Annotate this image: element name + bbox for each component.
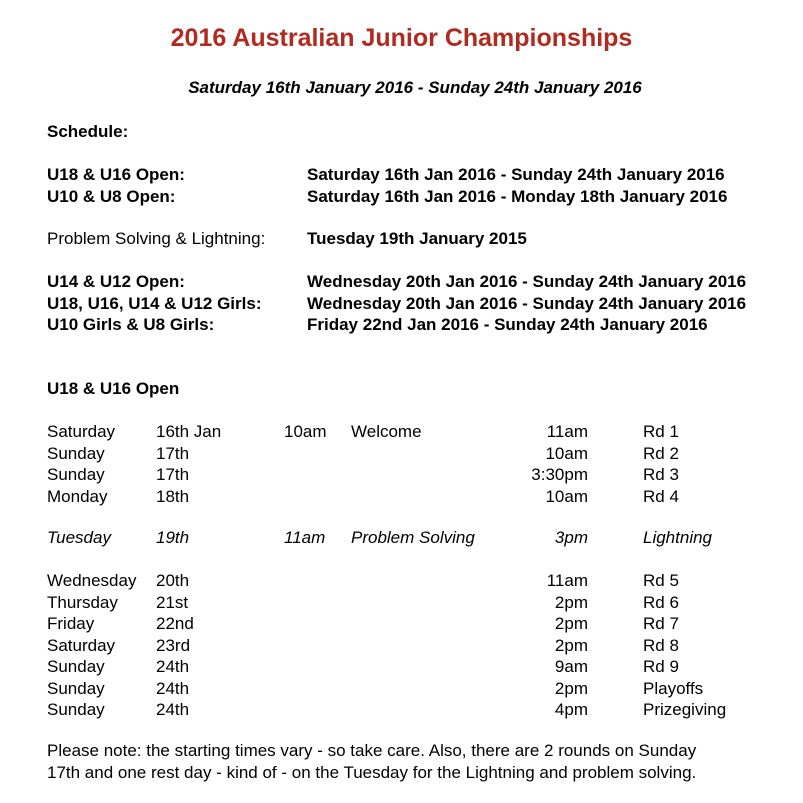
time-cell: 4pm — [554, 700, 588, 719]
day-cell: Saturday — [47, 635, 116, 655]
time-cell: 2pm — [554, 592, 588, 612]
day-cell: Saturday — [47, 422, 116, 441]
round-cell: Rd 1 — [643, 422, 679, 441]
time-cell: 11am — [546, 571, 588, 590]
date-cell: 18th — [156, 486, 190, 506]
time-cell: 2pm — [554, 635, 588, 655]
schedule-value: Saturday 16th Jan 2016 - Monday 18th January 2016 — [307, 186, 728, 206]
schedule-value: Wednesday 20th Jan 2016 - Sunday 24th January 2016 — [307, 293, 747, 313]
schedule-label: U10 Girls & U8 Girls: — [47, 315, 215, 334]
date-cell: 17th — [156, 465, 190, 484]
event-cell: Welcome — [351, 422, 422, 441]
schedule-label: U18 & U16 Open: — [47, 165, 185, 184]
date-cell: 17th — [156, 443, 190, 463]
page-title: 2016 Australian Junior Championships — [170, 24, 633, 52]
date-cell: 21st — [156, 592, 189, 612]
time-cell: 11am — [284, 528, 326, 547]
time-cell: 2pm — [554, 614, 588, 633]
date-cell: 22nd — [156, 614, 194, 633]
day-cell: Sunday — [47, 443, 105, 463]
time-cell: 10am — [545, 443, 588, 463]
page-subtitle: Saturday 16th January 2016 - Sunday 24th January 2016 — [188, 78, 642, 97]
day-cell: Monday — [47, 486, 108, 506]
day-cell: Sunday — [47, 465, 105, 484]
round-cell: Rd 6 — [643, 592, 679, 612]
time-cell: 11am — [546, 422, 588, 441]
round-cell: Rd 8 — [643, 635, 679, 655]
date-cell: 16th Jan — [156, 422, 222, 441]
note-line: 17th and one rest day - kind of - on the Tuesday for the Lightning and problem solving. — [47, 763, 697, 782]
schedule-value: Friday 22nd Jan 2016 - Sunday 24th January 2016 — [307, 315, 708, 334]
day-cell: Tuesday — [47, 528, 111, 547]
schedule-label: U18, U16, U14 & U12 Girls: — [47, 293, 262, 313]
time-cell: 10am — [284, 422, 327, 441]
schedule-value: Saturday 16th Jan 2016 - Sunday 24th January 2016 — [307, 165, 725, 184]
note-paragraph — [47, 740, 787, 784]
schedule-value: Wednesday 20th Jan 2016 - Sunday 24th January 2016 — [307, 272, 747, 291]
event-cell: Problem Solving — [351, 528, 475, 547]
time-cell: 2pm — [554, 678, 588, 698]
round-cell: Playoffs — [643, 678, 704, 698]
round-cell: Rd 9 — [643, 657, 679, 676]
section-heading: U18 & U16 Open — [47, 379, 180, 398]
schedule-label: U10 & U8 Open: — [47, 186, 176, 206]
day-cell: Sunday — [47, 657, 105, 676]
round-cell: Lightning — [643, 528, 713, 547]
note-line: Please note: the starting times vary - so take care. Also, there are 2 rounds on Sunday — [47, 741, 697, 760]
time-cell: 9am — [554, 657, 588, 676]
schedule-value: Tuesday 19th January 2015 — [307, 229, 527, 248]
date-cell: 23rd — [156, 635, 191, 655]
round-cell: Rd 4 — [643, 486, 679, 506]
day-cell: Sunday — [47, 678, 105, 698]
round-cell: Prizegiving — [643, 700, 727, 719]
day-cell: Friday — [47, 614, 95, 633]
round-cell: Rd 3 — [643, 465, 679, 484]
date-cell: 20th — [156, 571, 190, 590]
time-cell: 10am — [545, 486, 588, 506]
round-cell: Rd 2 — [643, 443, 679, 463]
time-cell: 3:30pm — [531, 465, 588, 484]
date-cell: 24th — [156, 700, 190, 719]
schedule-label: U14 & U12 Open: — [47, 272, 185, 291]
time-cell: 3pm — [554, 528, 588, 547]
date-cell: 19th — [156, 528, 190, 547]
schedule-label: Problem Solving & Lightning: — [47, 229, 266, 248]
day-cell: Thursday — [47, 592, 118, 612]
date-cell: 24th — [156, 678, 190, 698]
schedule-heading: Schedule: — [47, 122, 129, 141]
day-cell: Sunday — [47, 700, 105, 719]
date-cell: 24th — [156, 657, 190, 676]
day-cell: Wednesday — [47, 571, 137, 590]
round-cell: Rd 7 — [643, 614, 679, 633]
round-cell: Rd 5 — [643, 571, 679, 590]
